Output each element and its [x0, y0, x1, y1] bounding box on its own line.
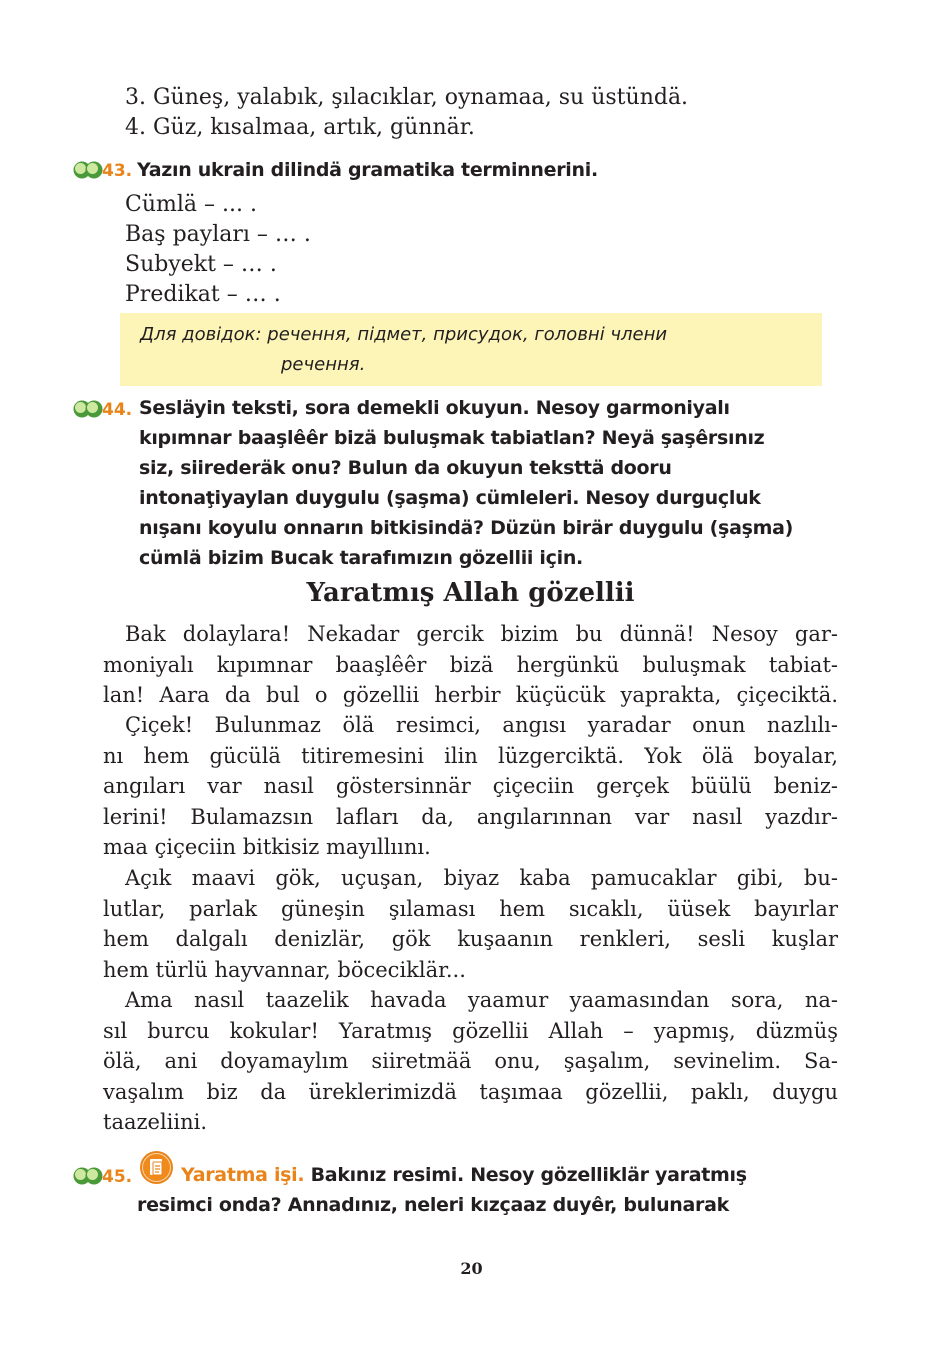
- paragraph-line: lutlar, parlak güneşin şılaması hem sıcaklı, üüsek bayırlar: [103, 896, 838, 921]
- paragraph-line: lerini! Bulamazsın lafları da, angılarınnan var nasıl yazdır-: [103, 804, 838, 829]
- term-item: Baş payları – … .: [125, 222, 311, 247]
- task-45-number: 45.: [102, 1167, 133, 1187]
- reading-paragraph: [103, 863, 838, 985]
- reading-paragraph: [103, 710, 838, 863]
- paragraph-line: Çiçek! Bulunmaz ölä resimci, angısı yaradar onun nazlılı-: [125, 713, 838, 737]
- task-43-text: Yazın ukrain dilindä gramatika terminnerini.: [137, 159, 598, 181]
- paragraph-line: nı hem gücülä titiremesini ilin lüzgerciktä. Yok ölä boyalar,: [103, 743, 838, 768]
- paragraph-line: ölä, ani doyamaylım siiretmää onu, şaşalım, sevinelim. Sa-: [103, 1049, 838, 1074]
- task-44-line: Sesläyin teksti, sora demekli okuyun. Nesoy garmoniyalı: [139, 397, 730, 419]
- hint-line-1: Для довідок: речення, підмет, присудок, головні члени: [140, 324, 668, 345]
- paragraph-line: moniyalı kıpımnar baaşlêêr bizä hergünkü buluşmak tabiat-: [103, 652, 838, 677]
- task-marker-icon: [73, 161, 103, 179]
- creative-work-icon: [139, 1150, 174, 1185]
- task-44-line: cümlä bizim Bucak tarafımızın gözellii için.: [139, 547, 583, 569]
- paragraph-line: Açık maavi gök, uçuşan, biyaz kaba pamucaklar gibi, bu-: [125, 866, 838, 890]
- paragraph-line: hem türlü hayvannar, böceciklär...: [103, 957, 466, 982]
- hint-box: [120, 313, 822, 386]
- term-item: Subyekt – … .: [125, 252, 277, 277]
- list-item-3: 3. Güneş, yalabık, şılacıklar, oynamaa, su üstündä.: [125, 85, 689, 110]
- task-45-line-2: resimci onda? Annadınız, neleri kızçaaz duyêr, bulunarak: [137, 1194, 729, 1216]
- task-44-line: nışanı koyulu onnarın bitkisindä? Düzün birär duygulu (şaşma): [139, 517, 794, 539]
- reading-paragraph: [103, 619, 838, 711]
- reading-paragraph: [103, 985, 838, 1138]
- paragraph-line: sıl burcu kokular! Yaratmış gözellii Allah – yapmış, düzmüş: [103, 1018, 838, 1043]
- term-item: Cümlä – ... .: [125, 192, 257, 217]
- paragraph-line: hem dalgalı denizlär, gök kuşaanın renkleri, sesli kuşlar: [103, 927, 838, 952]
- hint-line-2: речення.: [281, 354, 366, 375]
- reading-title: Yaratmış Allah gözellii: [306, 578, 635, 608]
- task-45-text: Bakınız resimi. Nesoy gözelliklär yaratmış: [304, 1164, 747, 1186]
- term-item: Predikat – … .: [125, 282, 281, 307]
- paragraph-line: vaşalım biz da üreklerimizdä taşımaa gözellii, paklı, duygu: [103, 1079, 838, 1104]
- paragraph-line: taazeliini.: [103, 1110, 208, 1135]
- paragraph-line: lan! Aara da bul o gözellii herbir küçücük yaprakta, çiçeciktä.: [103, 683, 838, 708]
- task-44-line: siz, siirederäk onu? Bulun da okuyun teksttä dooru: [139, 457, 672, 479]
- paragraph-line: maa çiçeciin bitkisiz mayıllıını.: [103, 835, 431, 860]
- task-45-line-1: [181, 1160, 747, 1190]
- task-marker-icon: [73, 1167, 103, 1185]
- list-item-4: 4. Güz, kısalmaa, artık, günnär.: [125, 115, 475, 140]
- task-43-number: 43.: [102, 161, 133, 181]
- paragraph-line: angıları var nasıl göstersinnär çiçeciin gerçek büülü beniz-: [103, 774, 838, 799]
- task-44-number: 44.: [102, 400, 133, 420]
- task-44-line: intonaţiyaylan duygulu (şaşma) cümleleri. Nesoy durguçluk: [139, 487, 761, 509]
- page-number: 20: [460, 1259, 483, 1278]
- creative-work-label: Yaratma işi.: [181, 1164, 305, 1186]
- paragraph-line: Bak dolaylara! Nekadar gercik bizim bu dünnä! Nesoy gar-: [125, 622, 838, 646]
- task-44-line: kıpımnar baaşlêêr bizä buluşmak tabiatlan? Neyä şaşêrsınız: [139, 427, 765, 449]
- task-marker-icon: [73, 400, 103, 418]
- paragraph-line: Ama nasıl taazelik havada yaamur yaamasından sora, na-: [125, 988, 838, 1012]
